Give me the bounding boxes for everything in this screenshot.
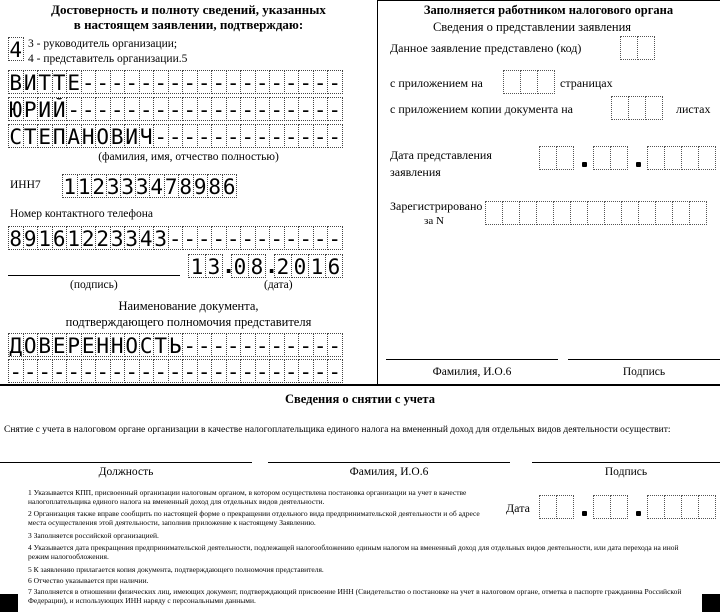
doc-cells-1[interactable] [8,333,342,357]
char-cell: Е [81,334,95,357]
position-line [0,462,252,463]
fio-caption: (фамилия, имя, отчество полностью) [98,151,279,163]
char-cell: 6 [222,175,236,198]
char-cell: - [284,227,298,250]
char-cell: - [313,360,327,383]
signature-line [8,275,180,276]
char-cell: 4 [150,175,164,198]
char-cell: Н [81,125,95,148]
char-cell: - [212,71,226,94]
signature-caption-bottom: Подпись [604,466,648,478]
char-cell: 2 [92,175,106,198]
char-cell: 1 [77,175,91,198]
deregistration-date-day[interactable] [539,495,573,519]
char-cell: - [125,71,139,94]
submitted-code-boxes[interactable] [620,36,654,60]
char-cell: - [183,334,197,357]
char-cell: Р [67,334,81,357]
corner-marker-left [0,594,18,612]
char-cell: - [110,98,124,121]
confirm-heading-1: Достоверность и полноту сведений, указанных [51,2,326,17]
char-cell: 6 [52,227,66,250]
char-cell: - [183,98,197,121]
tax-subheading: Сведения о представлении заявления [432,20,632,34]
char-cell: - [183,71,197,94]
char-cell: - [168,71,182,94]
char-cell: Н [110,334,124,357]
char-cell: - [81,98,95,121]
char-cell: Н [96,334,110,357]
deregistration-date-year[interactable] [647,495,715,519]
char-cell: 1 [308,254,326,278]
char-cell: - [313,98,327,121]
char-cell: - [38,360,52,383]
char-cell: - [270,227,284,250]
signature-line-bottom [532,462,720,463]
char-cell: И [125,125,139,148]
char-cell: - [212,125,226,148]
confirm-heading-2: в настоящем заявлении, подтверждаю: [73,17,304,32]
char-cell: 2 [96,227,110,250]
section-divider [0,384,720,386]
char-cell: - [241,227,255,250]
char-cell: 1 [188,254,206,278]
char-cell: - [313,334,327,357]
char-cell: В [9,71,23,94]
char-cell: Ч [139,125,153,148]
char-cell: - [168,98,182,121]
char-cell: - [197,360,211,383]
date-cells[interactable]: 1 3 . 0 8 . 2 0 1 6 [188,254,342,278]
char-cell: - [81,360,95,383]
char-cell: - [226,71,240,94]
inn-label: ИНН7 [10,179,41,191]
char-cell: - [284,360,298,383]
copy-label: с приложением копии документа на [390,102,573,116]
char-cell: - [241,98,255,121]
char-cell: 1 [63,175,77,198]
char-cell: - [67,360,81,383]
corner-marker-right [702,594,720,612]
deregistration-text: Снятие с учета в налоговом органе организации в качестве налогоплательщика единого налога на вмененный доход для отдельных видов деятельности осуществит: [4,425,671,435]
char-cell: С [9,125,23,148]
top-border [377,0,720,1]
footnote-7: 7 Заполняется в отношении физических лиц, имеющих документ, подтверждающий присвоение ИНН (Свидетельство о постановке на учет в налоговом органе, отметка в паспорте гражданина Российской Федерации), и использующих ИНН наряду с персональными данными. [28,587,682,605]
char-cell: 0 [231,254,249,278]
char-cell: - [67,98,81,121]
sheets-boxes[interactable] [611,96,662,120]
char-cell: - [328,125,342,148]
date-submitted-label-1: Дата представления [390,148,492,162]
pages-label: страницах [560,76,613,90]
char-cell: - [270,360,284,383]
patronymic-cells[interactable] [8,124,342,148]
officer-signature-line [568,359,720,360]
char-cell: 3 [205,254,223,278]
inn-cells[interactable] [62,174,236,198]
sheets-label: листах [676,102,711,116]
fio-line [268,462,510,463]
signer-code-cell[interactable]: 4 [9,38,23,61]
char-cell: - [270,71,284,94]
char-cell: - [183,125,197,148]
char-cell: - [255,334,269,357]
char-cell: С [139,334,153,357]
char-cell: 4 [139,227,153,250]
deregistration-date-month[interactable] [593,495,627,519]
tax-heading: Заполняется работником налогового органа [423,3,674,17]
char-cell: - [212,227,226,250]
char-cell: - [255,125,269,148]
doc-cells-2[interactable] [8,359,342,383]
char-cell: Е [38,125,52,148]
footnote-4: 4 Указывается дата прекращения предпринимательской деятельности, подлежащей налогообложению единым налогом на вмененный доход для отдельных видов деятельности, или дата перехода на иной режим налогообложения. [28,543,679,561]
char-cell: Т [23,125,37,148]
doc-heading-2: подтверждающего полномочия представителя [65,315,312,329]
char-cell: - [52,360,66,383]
registered-label-1: Зарегистрировано [390,199,483,213]
doc-heading-1: Наименование документа, [118,299,259,313]
char-cell: - [23,360,37,383]
char-cell: - [96,71,110,94]
char-cell: - [284,98,298,121]
char-cell: - [96,360,110,383]
char-cell: 3 [125,227,139,250]
phone-cells[interactable] [8,226,342,250]
signature-caption: (подпись) [70,279,118,291]
option-4: 4 - представитель организации.5 [28,53,188,65]
char-cell: - [197,227,211,250]
name-cells[interactable] [8,97,342,121]
char-cell: - [168,360,182,383]
char-cell: - [110,71,124,94]
officer-signature-caption: Подпись [622,366,666,378]
char-cell: - [226,125,240,148]
char-cell: - [197,334,211,357]
char-cell: - [241,360,255,383]
char-cell: - [226,334,240,357]
char-cell: 3 [135,175,149,198]
char-cell: - [255,98,269,121]
registration-number-boxes[interactable] [485,201,706,225]
char-cell: - [197,98,211,121]
char-cell: 2 [81,227,95,250]
char-cell: - [226,227,240,250]
char-cell: - [183,227,197,250]
char-cell: - [328,98,342,121]
char-cell: - [328,71,342,94]
char-cell: - [226,98,240,121]
char-cell: Д [9,334,23,357]
char-cell: Т [154,334,168,357]
char-cell: 1 [67,227,81,250]
footnote-6: 6 Отчество указывается при наличии. [28,576,149,585]
char-cell: - [154,98,168,121]
char-cell: - [255,360,269,383]
char-cell: - [139,360,153,383]
char-cell: - [313,227,327,250]
char-cell: 3 [106,175,120,198]
char-cell: - [212,360,226,383]
char-cell: 0 [291,254,309,278]
footnote-1: 1 Указывается КПП, присвоенный организации налоговым органом, в котором осуществлена постановка организации на учет в качестве налогоплательщика единого налога на вмененный доход для отдельных видов деятельности. [28,488,467,506]
char-cell: - [328,227,342,250]
char-cell: - [299,334,313,357]
char-cell: 9 [23,227,37,250]
char-cell: - [139,98,153,121]
char-cell: Т [52,71,66,94]
char-cell: В [110,125,124,148]
char-cell: О [96,125,110,148]
char-cell: - [96,98,110,121]
char-cell: - [299,71,313,94]
char-cell: Р [23,98,37,121]
deregistration-date-label: Дата [506,501,530,515]
position-caption: Должность [98,466,154,478]
option-3: 3 - руководитель организации; [28,38,178,50]
date-caption: (дата) [264,279,293,291]
date-submitted-month[interactable] [593,146,627,170]
char-cell: - [284,125,298,148]
char-cell: - [299,360,313,383]
char-cell: - [154,360,168,383]
char-cell: - [139,71,153,94]
char-cell: - [299,227,313,250]
char-cell: - [255,227,269,250]
char-cell: - [81,71,95,94]
char-cell: - [328,360,342,383]
char-cell: О [23,334,37,357]
char-cell: 8 [9,227,23,250]
char-cell: 3 [121,175,135,198]
char-cell: - [197,125,211,148]
char-cell: 3 [110,227,124,250]
char-cell: - [226,360,240,383]
char-cell: И [23,71,37,94]
deregistration-heading: Сведения о снятии с учета [285,392,435,406]
char-cell: - [154,125,168,148]
date-submitted-day[interactable] [539,146,573,170]
char-cell: - [270,98,284,121]
char-cell: 8 [208,175,222,198]
char-cell: - [212,98,226,121]
char-cell: Е [52,334,66,357]
char-cell: 8 [248,254,266,278]
registered-label-2: за N [424,215,444,227]
char-cell: Е [67,71,81,94]
footnote-3: 3 Заполняется российской организацией. [28,531,159,540]
char-cell: Ь [168,334,182,357]
char-cell: - [183,360,197,383]
surname-cells[interactable] [8,70,342,94]
phone-label: Номер контактного телефона [10,208,154,220]
char-cell: 7 [164,175,178,198]
char-cell: - [241,125,255,148]
char-cell: - [154,71,168,94]
char-cell: - [284,334,298,357]
char-cell: 3 [154,227,168,250]
char-cell: - [110,360,124,383]
char-cell: 6 [325,254,343,278]
officer-fio-line [386,359,558,360]
pages-boxes[interactable] [503,70,554,94]
footnote-5: 5 К заявлению прилагается копия документа, подтверждающего полномочия представителя. [28,565,324,574]
char-cell: - [270,334,284,357]
char-cell: - [299,125,313,148]
char-cell: - [255,71,269,94]
char-cell: Ю [9,98,23,121]
char-cell: 9 [193,175,207,198]
char-cell: И [38,98,52,121]
char-cell: - [241,334,255,357]
char-cell: - [168,227,182,250]
char-cell: - [313,71,327,94]
column-divider [377,0,378,384]
char-cell: 2 [274,254,292,278]
date-submitted-year[interactable] [647,146,715,170]
char-cell: - [168,125,182,148]
submitted-code-label: Данное заявление представлено (код) [390,41,582,55]
char-cell: - [328,334,342,357]
char-cell: П [52,125,66,148]
char-cell: 8 [179,175,193,198]
char-cell: О [125,334,139,357]
char-cell: Й [52,98,66,121]
char-cell: В [38,334,52,357]
attachment-label: с приложением на [390,76,483,90]
char-cell: - [212,334,226,357]
char-cell: - [197,71,211,94]
char-cell: - [125,360,139,383]
char-cell: - [284,71,298,94]
char-cell: - [313,125,327,148]
char-cell: А [67,125,81,148]
char-cell: 1 [38,227,52,250]
fio-caption-bottom: Фамилия, И.О.6 [349,466,429,478]
footnote-2: 2 Организация также вправе сообщить по настоящей форме о прекращении отдельного вида предпринимательской деятельности и об адресе места осуществления этой деятельности, заполнив приложение к настоящему Заявлению. [28,509,480,527]
char-cell: - [9,360,23,383]
char-cell: Т [38,71,52,94]
char-cell: - [125,98,139,121]
char-cell: - [299,98,313,121]
char-cell: - [241,71,255,94]
char-cell: - [270,125,284,148]
date-submitted-label-2: заявления [390,165,441,179]
officer-fio-caption: Фамилия, И.О.6 [432,366,512,378]
